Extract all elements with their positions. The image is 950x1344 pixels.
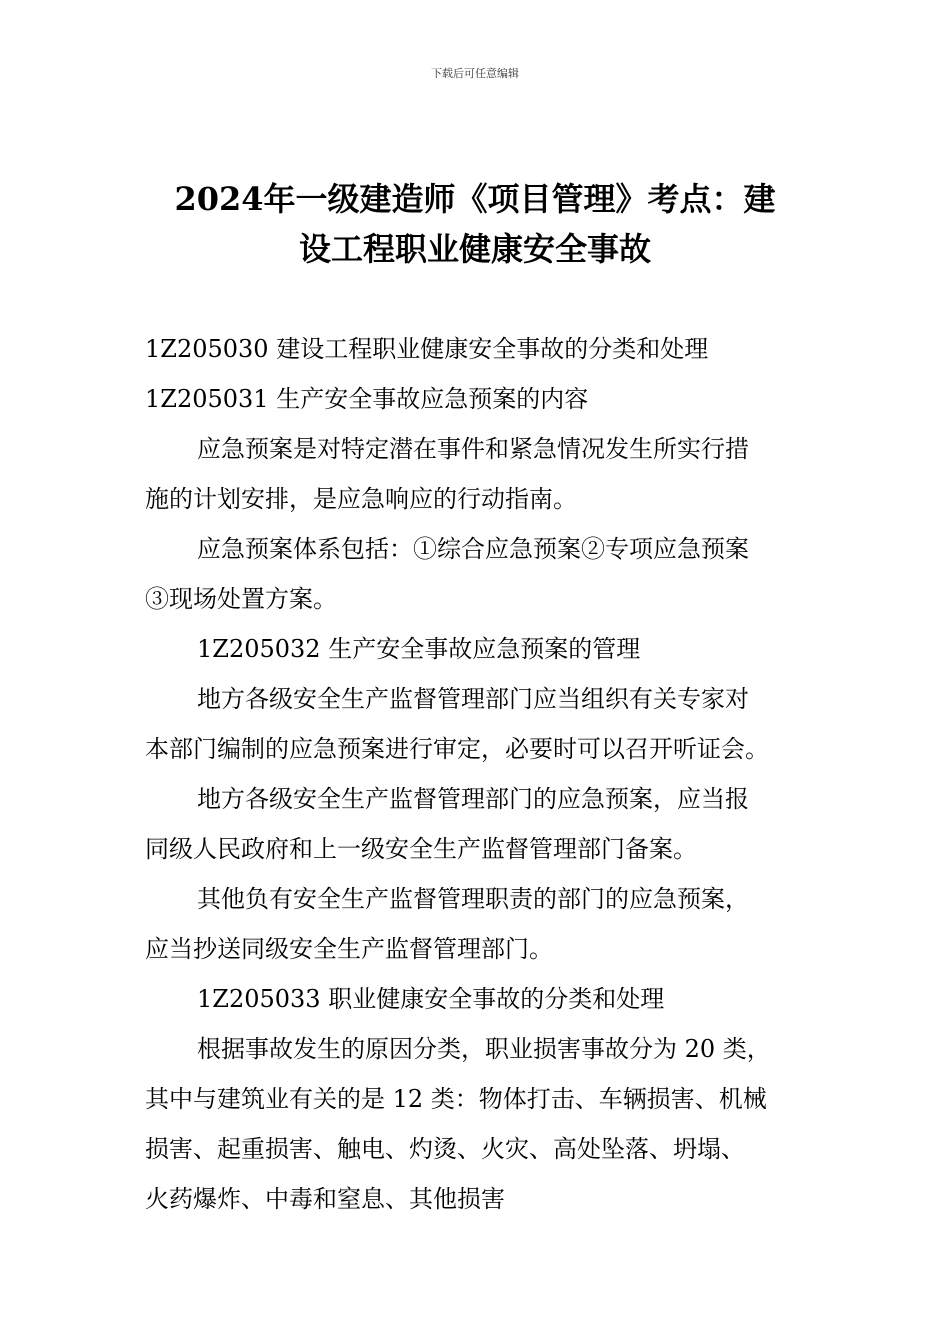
paragraph-plan-filing	[145, 774, 810, 874]
text-line: 火药爆炸、中毒和窒息、其他损害	[145, 1185, 505, 1213]
paragraph-plan-review	[145, 674, 810, 774]
text-line: 其中与建筑业有关的是 12 类：物体打击、车辆损害、机械	[145, 1085, 767, 1113]
text-line: 同级人民政府和上一级安全生产监督管理部门备案。	[145, 835, 697, 863]
text-line: 应急预案是对特定潜在事件和紧急情况发生所实行措	[197, 435, 749, 463]
paragraph-emergency-plan-definition	[145, 424, 810, 524]
section-heading-1z205030	[145, 324, 810, 374]
text-line: 应急预案体系包括：①综合应急预案②专项应急预案	[197, 535, 749, 563]
section-heading-1z205031	[145, 374, 810, 424]
text-line: 1Z205032 生产安全事故应急预案的管理	[197, 635, 641, 663]
section-heading-1z205032	[145, 624, 810, 674]
text-line: ③现场处置方案。	[145, 585, 337, 613]
text-line: 1Z205033 职业健康安全事故的分类和处理	[197, 985, 665, 1013]
document-body	[145, 324, 810, 1224]
text-line: 应当抄送同级安全生产监督管理部门。	[145, 935, 553, 963]
paragraph-plan-copying	[145, 874, 810, 974]
document-title	[140, 174, 810, 274]
text-line: 损害、起重损害、触电、灼烫、火灾、高处坠落、坍塌、	[145, 1135, 745, 1163]
paragraph-accident-classification	[145, 1024, 810, 1224]
title-line-1: 2024年一级建造师《项目管理》考点：建	[174, 180, 776, 218]
paragraph-emergency-plan-system	[145, 524, 810, 624]
text-line: 地方各级安全生产监督管理部门应当组织有关专家对	[197, 685, 749, 713]
text-line: 1Z205030 建设工程职业健康安全事故的分类和处理	[145, 335, 709, 363]
text-line: 本部门编制的应急预案进行审定，必要时可以召开听证会。	[145, 735, 769, 763]
text-line: 根据事故发生的原因分类，职业损害事故分为 20 类，	[197, 1035, 771, 1063]
section-heading-1z205033	[145, 974, 810, 1024]
text-line: 施的计划安排，是应急响应的行动指南。	[145, 485, 577, 513]
text-line: 1Z205031 生产安全事故应急预案的内容	[145, 385, 589, 413]
text-line: 地方各级安全生产监督管理部门的应急预案，应当报	[197, 785, 749, 813]
title-line-2: 设工程职业健康安全事故	[298, 230, 651, 268]
text-line: 其他负有安全生产监督管理职责的部门的应急预案，	[197, 885, 749, 913]
header-note: 下载后可任意编辑	[431, 67, 519, 80]
